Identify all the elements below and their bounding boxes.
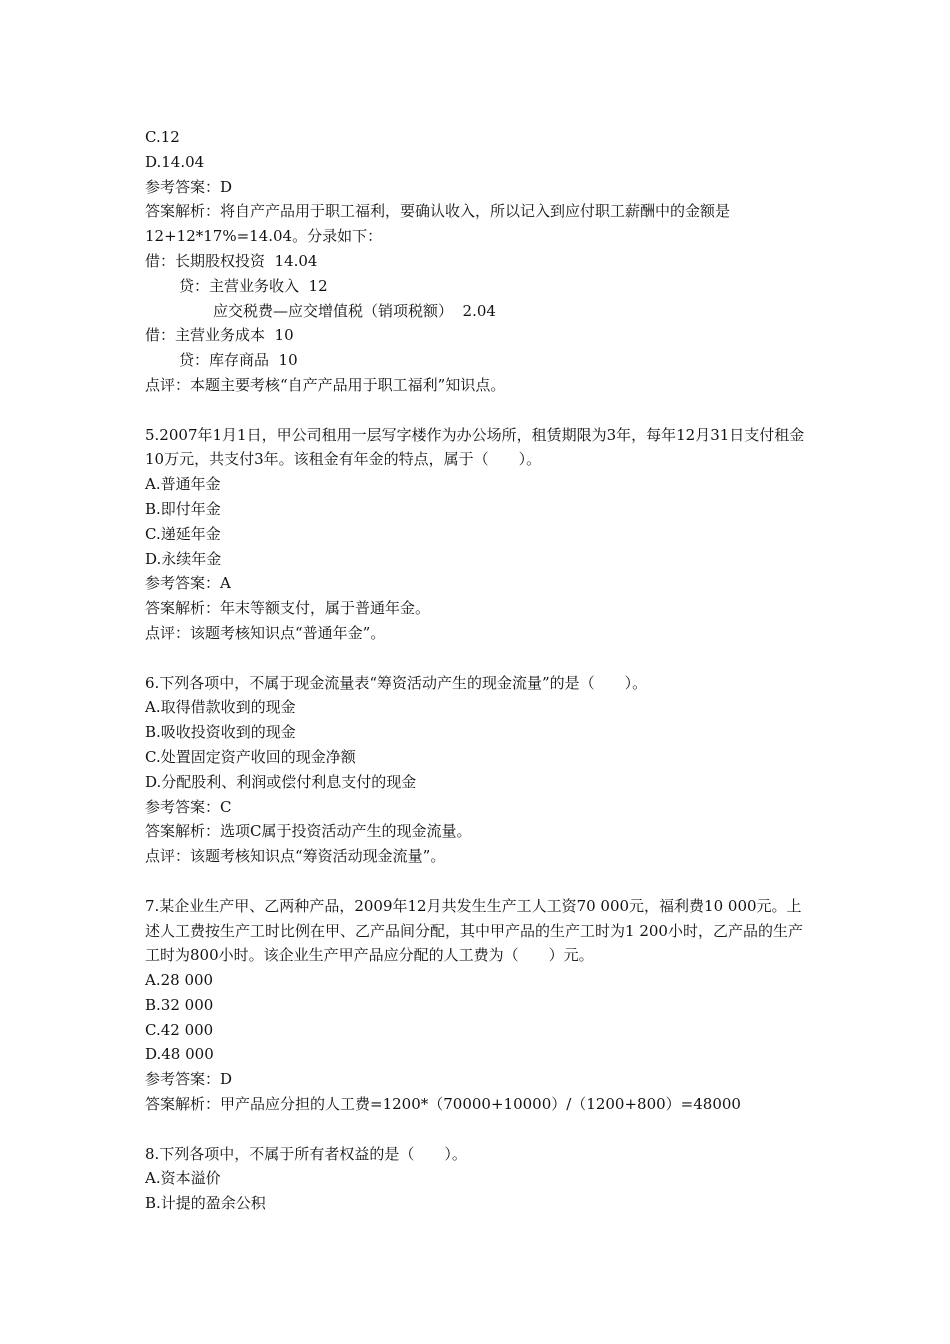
q8-option-a: A.资本溢价: [145, 1169, 221, 1188]
q7-question: 7.某企业生产甲、乙两种产品，2009年12月共发生生产工人工资70 000元，福利费10 000元。上述人工费按生产工时比例在甲、乙产品间分配，其中甲产品的生产工时为1 200小时，乙产品的生产工时为800小时。该企业生产甲产品应分配的人工费为（ ）元。: [145, 896, 803, 965]
q4-entry-credit-2: 应交税费—应交增值税（销项税额） 2.04: [213, 301, 496, 320]
q5-question: 5.2007年1月1日，甲公司租用一层写字楼作为办公场所，租赁期限为3年，每年12月31日支付租金10万元，共支付3年。该租金有年金的特点，属于（ ）。: [145, 425, 805, 469]
q6-comment: 点评：该题考核知识点“筹资活动现金流量”。: [145, 847, 446, 866]
q5-comment: 点评：该题考核知识点“普通年金”。: [145, 623, 386, 642]
paragraph-spacer: [145, 1117, 815, 1142]
q6-question: 6.下列各项中，不属于现金流量表“筹资活动产生的现金流量”的是（ ）。: [145, 673, 648, 692]
q4-analysis: 答案解析：将自产产品用于职工福利，要确认收入，所以记入到应付职工薪酬中的金额是12+12*17%=14.04。分录如下：: [145, 202, 731, 246]
q6-option-a: A.取得借款收到的现金: [145, 698, 296, 717]
q4-option-c: C.12: [145, 128, 180, 146]
q7-option-c: C.42 000: [145, 1020, 214, 1039]
q5-option-d: D.永续年金: [145, 549, 222, 568]
paragraph-spacer: [145, 869, 815, 894]
q4-entry-debit-1: 借：长期股权投资 14.04: [145, 251, 318, 270]
paragraph-spacer: [145, 398, 815, 423]
q8-question: 8.下列各项中，不属于所有者权益的是（ ）。: [145, 1144, 467, 1163]
q4-option-d: D.14.04: [145, 152, 205, 171]
q5-option-c: C.递延年金: [145, 524, 221, 543]
document-body: [145, 125, 815, 1216]
q7-option-b: B.32 000: [145, 995, 214, 1014]
q5-option-b: B.即付年金: [145, 499, 221, 518]
q7-option-d: D.48 000: [145, 1045, 214, 1064]
q4-entry-debit-2: 借：主营业务成本 10: [145, 326, 294, 345]
q5-answer: 参考答案：A: [145, 574, 231, 593]
q6-option-d: D.分配股利、利润或偿付利息支付的现金: [145, 772, 417, 791]
q7-analysis: 答案解析：甲产品应分担的人工费=1200*（70000+10000）/（1200+800）=48000: [145, 1095, 741, 1114]
q4-comment: 点评：本题主要考核“自产产品用于职工福利”知识点。: [145, 375, 506, 394]
q6-answer: 参考答案：C: [145, 797, 232, 816]
q6-analysis: 答案解析：选项C属于投资活动产生的现金流量。: [145, 822, 472, 841]
q7-answer: 参考答案：D: [145, 1070, 233, 1089]
q7-option-a: A.28 000: [145, 971, 214, 990]
q8-option-b: B.计提的盈余公积: [145, 1194, 266, 1213]
q4-answer: 参考答案：D: [145, 177, 233, 196]
q6-option-c: C.处置固定资产收回的现金净额: [145, 747, 356, 766]
q5-option-a: A.普通年金: [145, 475, 221, 494]
q4-entry-credit-1: 贷：主营业务收入 12: [179, 276, 328, 295]
q6-option-b: B.吸收投资收到的现金: [145, 723, 296, 742]
q4-entry-credit-3: 贷：库存商品 10: [179, 351, 298, 370]
paragraph-spacer: [145, 646, 815, 671]
q5-analysis: 答案解析：年末等额支付，属于普通年金。: [145, 599, 431, 618]
